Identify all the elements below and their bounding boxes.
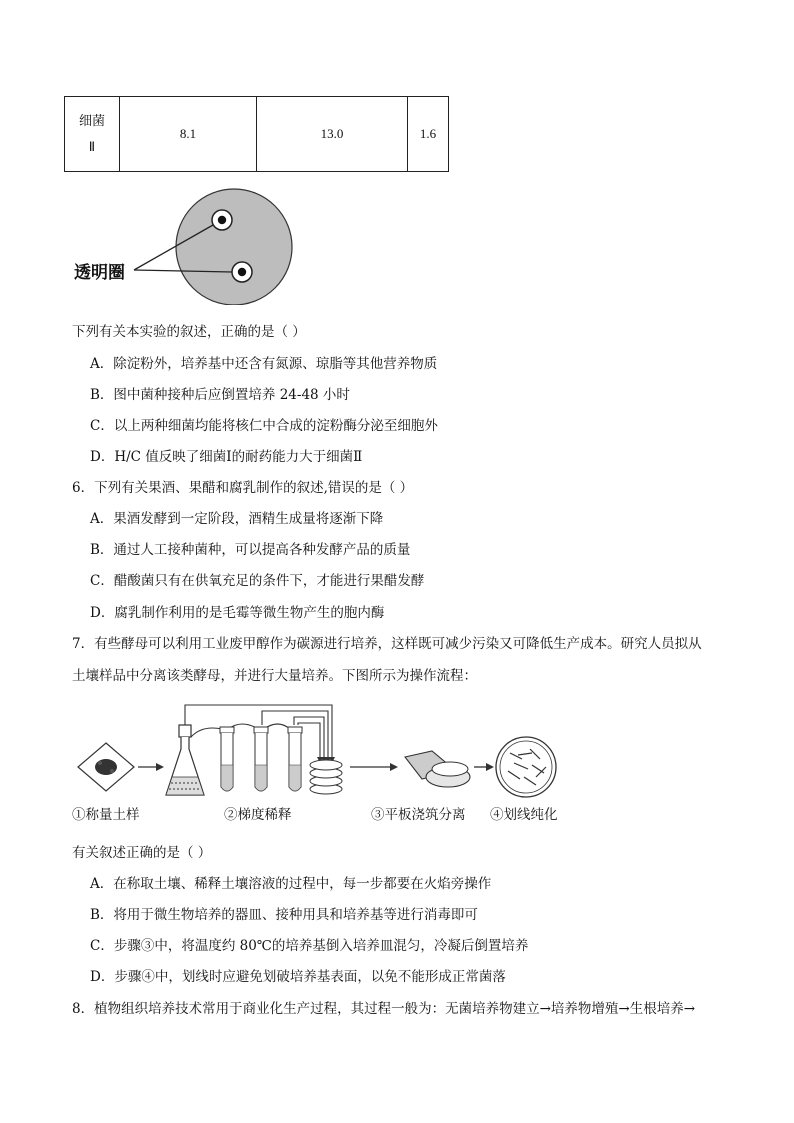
soil-sample-icon	[78, 743, 134, 791]
data-table-fragment	[64, 96, 449, 172]
flow-label-step-2: ②梯度稀释	[224, 807, 292, 823]
q6-option-d: D．腐乳制作利用的是毛霉等微生物产生的胞内酶	[90, 605, 385, 621]
test-tube-2	[254, 727, 268, 791]
table-cell: 1.6	[408, 97, 449, 172]
q5-stem: 下列有关本实验的叙述，正确的是（ ）	[72, 324, 306, 340]
flow-label-step-3: ③平板浇筑分离	[371, 807, 466, 823]
q7-option-d: D．步骤④中，划线时应避免划破培养基表面，以免不能形成正常菌落	[90, 969, 506, 985]
petri-dish-diagram	[70, 183, 310, 305]
q6-option-c: C．醋酸菌只有在供氧充足的条件下，才能进行果醋发酵	[90, 573, 425, 589]
q7-option-a: A．在称取土壤、稀释土壤溶液的过程中，每一步都要在火焰旁操作	[90, 876, 492, 892]
q6-option-a: A．果酒发酵到一定阶段，酒精生成量将逐渐下降	[90, 511, 384, 527]
q7-question: 有关叙述正确的是（ ）	[72, 845, 212, 861]
streak-plate-icon	[496, 737, 556, 797]
row-label-cell	[65, 97, 120, 172]
flask-icon	[166, 725, 204, 795]
flow-label-step-4: ④划线纯化	[490, 807, 558, 823]
arrow-3-head	[486, 763, 494, 771]
test-tube-3	[288, 727, 302, 791]
flow-label-step-1: ①称量土样	[72, 807, 140, 823]
q5-option-b: B．图中菌种接种后应倒置培养 24-48 小时	[90, 387, 350, 403]
q5-option-c: C．以上两种细菌均能将核仁中合成的淀粉酶分泌至细胞外	[90, 418, 438, 434]
q5-option-d: D．H/C 值反映了细菌Ⅰ的耐药能力大于细菌Ⅱ	[90, 449, 363, 465]
row-label: 细菌	[78, 113, 105, 128]
q7-stem-line-1: 7．有些酵母可以利用工业废甲醇作为碳源进行培养，这样既可减少污染又可降低生产成本。研究人员拟从	[72, 636, 702, 652]
arrow-1-head	[156, 763, 164, 771]
table-cell: 13.0	[257, 97, 408, 172]
table-cell: 8.1	[120, 97, 257, 172]
q6-stem: 6．下列有关果酒、果醋和腐乳制作的叙述,错误的是（ ）	[72, 480, 414, 496]
q6-option-b: B．通过人工接种菌种，可以提高各种发酵产品的质量	[90, 542, 411, 558]
q8-stem: 8．植物组织培养技术常用于商业化生产过程，其过程一般为：无菌培养物建立→培养物增殖→生根培养→	[72, 1001, 696, 1017]
colony-lower	[232, 262, 252, 282]
q7-option-c: C．步骤③中，将温度约 80℃的培养基倒入培养皿混匀，冷凝后倒置培养	[90, 938, 529, 954]
petri-dish	[176, 189, 292, 305]
pour-plate-icon	[405, 751, 470, 787]
clear-zone-label: 透明圈	[74, 263, 125, 283]
procedure-flow-diagram	[70, 697, 570, 803]
test-tube-1	[220, 727, 234, 791]
q7-stem-line-2: 土壤样品中分离该类酵母，并进行大量培养。下图所示为操作流程：	[72, 668, 477, 684]
row-label-numeral: Ⅱ	[88, 139, 96, 154]
q5-option-a: A．除淀粉外，培养基中还含有氮源、琼脂等其他营养物质	[90, 356, 438, 372]
arrow-2-head	[390, 763, 398, 771]
q7-option-b: B．将用于微生物培养的器皿、接种用具和培养基等进行消毒即可	[90, 907, 478, 923]
colony-upper	[212, 210, 232, 230]
plate-stack-icon	[310, 760, 342, 794]
table-row	[65, 97, 449, 172]
